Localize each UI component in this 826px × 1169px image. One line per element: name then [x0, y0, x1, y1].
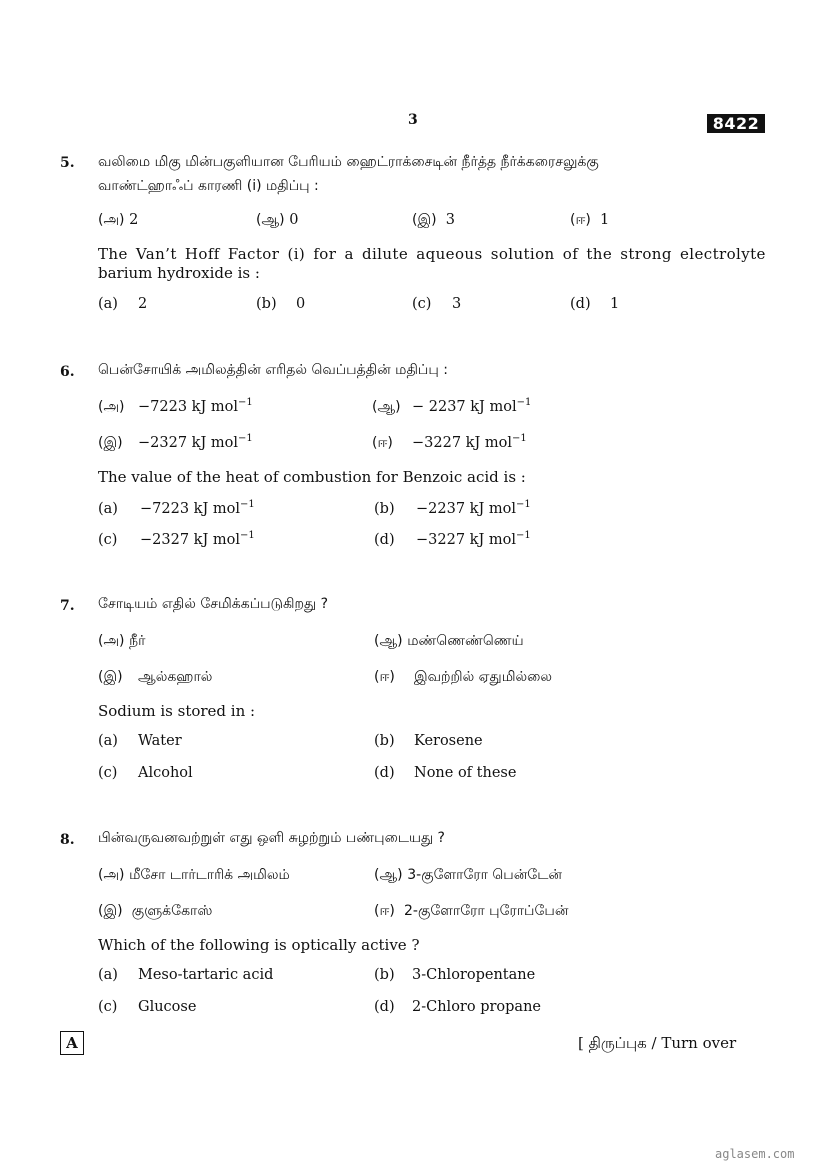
watermark: aglasem.com: [715, 1147, 795, 1161]
option-english: (a) Water: [98, 733, 182, 749]
option-tamil: (ஆ) மண்ணெண்ணெய்: [374, 633, 524, 649]
option-tamil: (ஈ) 2-குளோரோ புரோப்பேன்: [374, 903, 569, 919]
option-tamil: (ஈ) −3227 kJ mol$^{-1}$: [372, 433, 527, 451]
question-number: 6.: [60, 364, 75, 380]
option-english: (b) 0: [256, 296, 306, 312]
series-box: A: [60, 1031, 84, 1055]
option-english: (b) 3-Chloropentane: [374, 967, 536, 983]
question-text-english: Which of the following is optically active ?: [98, 936, 420, 954]
option-english: (b) Kerosene: [374, 733, 483, 749]
paper-code-badge: 8422: [707, 114, 765, 133]
option-tamil: (அ) மீசோ டார்டாரிக் அமிலம்: [98, 867, 290, 883]
option-tamil: (இ) குளுக்கோஸ்: [98, 903, 213, 919]
option-english: (d) 1: [570, 296, 620, 312]
question-text-english: The value of the heat of combustion for Benzoic acid is :: [98, 468, 526, 486]
option-english: (a) Meso-tartaric acid: [98, 967, 274, 983]
option-english: (c) Glucose: [98, 999, 197, 1015]
option-tamil: (ஆ) − 2237 kJ mol$^{-1}$: [372, 397, 532, 415]
option-tamil: (ஆ) 0: [256, 212, 299, 228]
option-english: (d) 2-Chloro propane: [374, 999, 541, 1015]
option-tamil: (ஆ) 3-குளோரோ பென்டேன்: [374, 867, 562, 883]
question-text-tamil: பென்சோயிக் அமிலத்தின் எரிதல் வெப்பத்தின் மதிப்பு :: [98, 362, 448, 378]
option-tamil: (அ) −7223 kJ mol$^{-1}$: [98, 397, 253, 415]
question-text-english: Sodium is stored in :: [98, 702, 256, 720]
option-tamil: (இ) −2327 kJ mol$^{-1}$: [98, 433, 253, 451]
question-number: 5.: [60, 155, 75, 171]
question-text-english: barium hydroxide is :: [98, 264, 260, 282]
option-tamil: (ஈ) 1: [570, 212, 610, 228]
turn-over-label: [ திருப்புக / Turn over: [578, 1034, 737, 1052]
option-english: (d) −3227 kJ mol$^{-1}$: [374, 530, 531, 548]
option-tamil: (அ) நீர்: [98, 633, 146, 649]
question-text-tamil: பின்வருவனவற்றுள் எது ஒளி சுழற்றும் பண்புடையது ?: [98, 830, 445, 846]
option-english: (a) 2: [98, 296, 148, 312]
question-number: 8.: [60, 832, 75, 848]
option-english: (c) Alcohol: [98, 765, 193, 781]
option-tamil: (அ) 2: [98, 212, 139, 228]
option-english: (a) −7223 kJ mol$^{-1}$: [98, 499, 255, 517]
question-text-english: The Van’t Hoff Factor (i) for a dilute aqueous solution of the strong electrolyte: [98, 245, 766, 263]
option-tamil: (இ) ஆல்கஹால்: [98, 669, 213, 685]
option-tamil: (ஈ) இவற்றில் ஏதுமில்லை: [374, 669, 552, 685]
option-english: (c) −2327 kJ mol$^{-1}$: [98, 530, 255, 548]
option-english: (d) None of these: [374, 765, 517, 781]
option-english: (b) −2237 kJ mol$^{-1}$: [374, 499, 531, 517]
question-text-tamil: வாண்ட்ஹாஃப் காரணி (i) மதிப்பு :: [98, 178, 319, 194]
question-number: 7.: [60, 598, 75, 614]
question-text-tamil: வலிமை மிகு மின்பகுளியான பேரியம் ஹைட்ராக்சைடின் நீர்த்த நீர்க்கரைசலுக்கு: [98, 154, 599, 170]
question-text-tamil: சோடியம் எதில் சேமிக்கப்படுகிறது ?: [98, 596, 329, 612]
option-english: (c) 3: [412, 296, 462, 312]
page-number: 3: [408, 112, 418, 128]
option-tamil: (இ) 3: [412, 212, 455, 228]
